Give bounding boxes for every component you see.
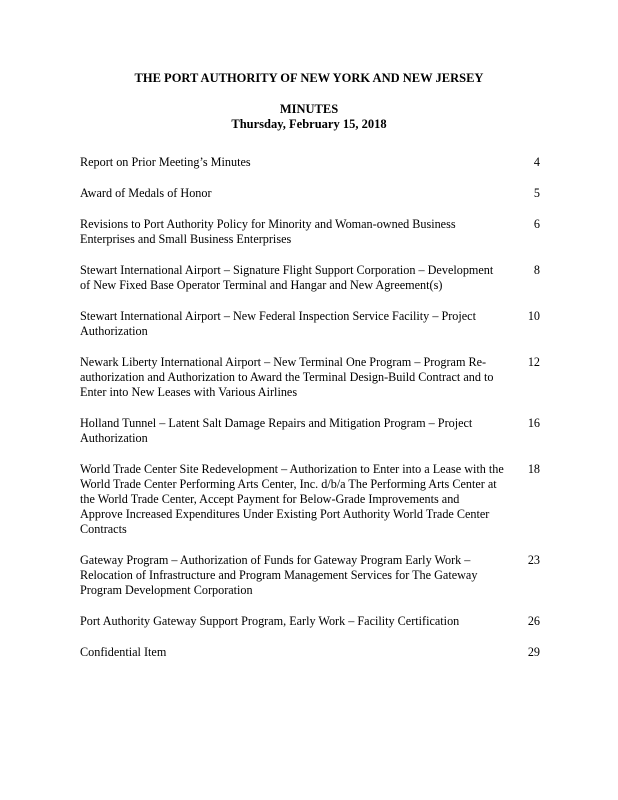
toc-entry-page: 8 [533,263,540,277]
toc-entry-page: 16 [527,416,540,430]
toc-entry [80,645,540,660]
toc-entry-title: World Trade Center Site Redevelopment – Authorization to Enter into a Lease with the World Trade Center Performing Arts Center, Inc. d/b/a The Performing Arts Center at the World Trade Center, Accept Payment for Below-Grade Improvements and Approve Increased Expenditures Under Existing Port Authority World Trade Center Contracts [80,462,504,536]
toc-entry-title: Stewart International Airport – Signature Flight Support Corporation – Development of New Fixed Base Operator Terminal and Hangar and New Agreement(s) [80,263,494,292]
toc-entry-title: Stewart International Airport – New Federal Inspection Service Facility – Project Authorization [80,309,476,338]
toc-entry [80,355,540,400]
toc-entry-page: 4 [533,155,540,169]
toc-entry-page: 5 [533,186,540,200]
toc-entry-title: Confidential Item [80,645,167,659]
toc-entry [80,155,540,170]
toc-entry-page: 23 [527,553,540,567]
toc-entry [80,416,540,446]
toc-entry [80,217,540,247]
toc-entry-title: Report on Prior Meeting’s Minutes [80,155,251,169]
toc-entry-title: Revisions to Port Authority Policy for Minority and Woman-owned Business Enterprises and Small Business Enterprises [80,217,456,246]
toc-entry [80,309,540,339]
toc-entry [80,462,540,537]
table-of-contents [80,155,540,676]
toc-entry-title: Holland Tunnel – Latent Salt Damage Repairs and Mitigation Program – Project Authorization [80,416,473,445]
organization-heading: THE PORT AUTHORITY OF NEW YORK AND NEW JERSEY [134,71,484,85]
toc-entry-title: Gateway Program – Authorization of Funds for Gateway Program Early Work – Relocation of Infrastructure and Program Management Services for The Gateway Program Development Corporation [80,553,478,597]
toc-entry [80,553,540,598]
toc-entry-page: 12 [527,355,540,369]
meeting-date: Thursday, February 15, 2018 [231,117,387,131]
toc-entry-title: Newark Liberty International Airport – New Terminal One Program – Program Re-authorization and Authorization to Award the Terminal Design-Build Contract and to Enter into New Leases with Various Airlines [80,355,494,399]
document-title: MINUTES [279,102,339,116]
toc-entry [80,263,540,293]
toc-entry-title: Port Authority Gateway Support Program, Early Work – Facility Certification [80,614,460,628]
toc-entry [80,186,540,201]
toc-entry [80,614,540,629]
toc-entry-page: 29 [527,645,540,659]
toc-entry-page: 18 [527,462,540,476]
toc-entry-title: Award of Medals of Honor [80,186,212,200]
toc-entry-page: 10 [527,309,540,323]
toc-entry-page: 26 [527,614,540,628]
toc-entry-page: 6 [533,217,540,231]
